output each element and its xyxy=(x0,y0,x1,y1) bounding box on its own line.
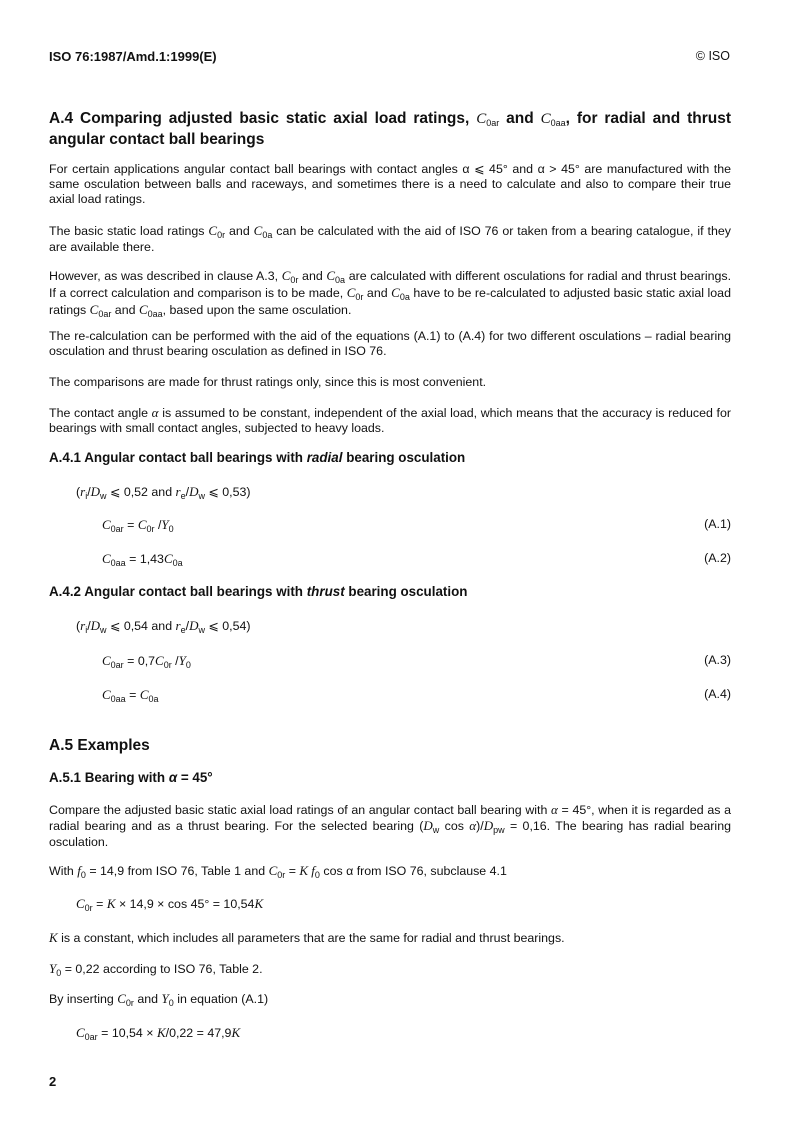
para-a4-5: The comparisons are made for thrust ratings only, since this is most convenient. xyxy=(49,375,487,389)
equation-a4: $C_{0aa} = C_{0a}$ xyxy=(102,687,159,704)
para-a4-1: For certain applications angular contact ball bearings with contact angles α ⩽ 45° and α > 45° are manufactured with the same osculation between balls and raceways, and sometimes there is a need to calculate and also to compare their true axial load ratings. xyxy=(49,162,731,207)
standard-reference: ISO 76:1987/Amd.1:1999(E) xyxy=(49,49,217,64)
equation-a2: $C_{0aa} = 1,43C_{0a}$ xyxy=(102,551,183,568)
para-a4-4: The re-calculation can be performed with the aid of the equations (A.1) to (A.4) for two different osculations – radial bearing osculation and thrust bearing osculation as defined in ISO 76. xyxy=(49,329,731,359)
para-a4-6: The contact angle α is assumed to be constant, independent of the axial load, which means that the accuracy is reduced for bearings with small contact angles, subjected to heavy loads. xyxy=(49,405,731,436)
equation-c0r: $C_{0r} = K \times 14,9 \times \cos 45^\circ = 10,54K$ xyxy=(76,896,264,913)
section-a4-heading: A.4 Comparing adjusted basic static axial load ratings, $C_{0ar}$ and $C_{0aa}$, for radial and thrust angular contact ball bearings xyxy=(49,110,731,148)
equation-number-a3: (A.3) xyxy=(704,653,731,667)
para-a51-1: Compare the adjusted basic static axial load ratings of an angular contact ball bearing with α = 45°, when it is regarded as a radial bearing and as a thrust bearing. For the selected bearing ($D_w$ $\cos \alpha)/D_{pw} = 0,16$. The bearing has radial bearing osculation. xyxy=(49,802,731,850)
condition-a42: ($r_i/D_w$ ⩽ 0,54 and $r_e/D_w$ ⩽ 0,54) xyxy=(76,618,251,635)
equation-a1: $C_{0ar} = C_{0r}$ $/Y_0$ xyxy=(102,517,174,534)
equation-a3: $C_{0ar} = 0,7C_{0r}$ $/Y_0$ xyxy=(102,653,191,670)
section-a42-heading: A.4.2 Angular contact ball bearings with thrust bearing osculation xyxy=(49,584,468,599)
equation-number-a4: (A.4) xyxy=(704,687,731,701)
section-a5-heading: A.5 Examples xyxy=(49,737,150,754)
copyright-mark: © ISO xyxy=(695,49,730,63)
equation-c0ar-result: $C_{0ar} = 10,54 \times K/0,22 = 47,9K$ xyxy=(76,1025,241,1042)
section-a51-heading: A.5.1 Bearing with α = 45° xyxy=(49,770,213,785)
section-a41-heading: A.4.1 Angular contact ball bearings with radial bearing osculation xyxy=(49,450,466,465)
para-a51-4: $Y_0 = 0,22$ according to ISO 76, Table 2. xyxy=(49,961,263,978)
equation-number-a1: (A.1) xyxy=(704,517,731,531)
para-a51-5: By inserting $C_{0r}$ and $Y_0$ in equation (A.1) xyxy=(49,991,269,1008)
para-a51-2: With $f_0 = 14,9$ from ISO 76, Table 1 and $C_{0r} = K$ $f_0$ cos α from ISO 76, subclause 4.1 xyxy=(49,863,507,880)
para-a4-2: The basic static load ratings $C_{0r}$ and $C_{0a}$ can be calculated with the aid of ISO 76 or taken from a bearing catalogue, if they are available there. xyxy=(49,223,731,255)
para-a4-3: However, as was described in clause A.3, $C_{0r}$ and $C_{0a}$ are calculated with different osculations for radial and thrust bearings. If a correct calculation and comparison is to be made, $C_{0r}$ and $C_{0a}$ have to be re-calculated to adjusted basic static axial load ratings $C_{0ar}$ and $C_{0aa}$, based upon the same osculation. xyxy=(49,268,732,320)
equation-number-a2: (A.2) xyxy=(704,551,731,565)
condition-a41: ($r_i/D_w$ ⩽ 0,52 and $r_e/D_w$ ⩽ 0,53) xyxy=(76,484,251,501)
page-number: 2 xyxy=(49,1074,57,1089)
para-a51-3: K is a constant, which includes all parameters that are the same for radial and thrust bearings. xyxy=(49,930,565,945)
